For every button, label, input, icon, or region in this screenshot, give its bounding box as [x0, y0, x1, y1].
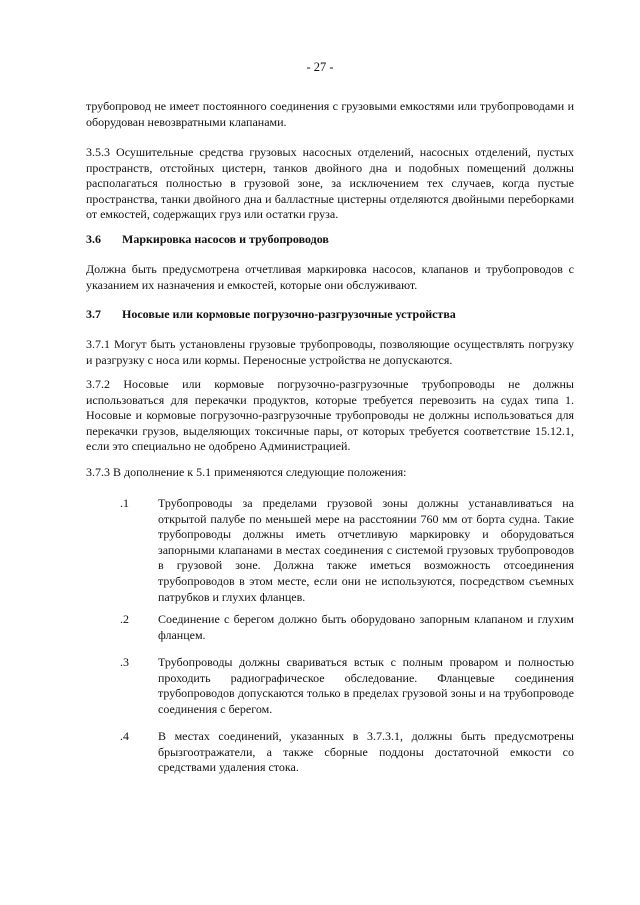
list-item-text: Трубопроводы за пределами грузовой зоны должны устанавливаться на открытой палубе по меньшей мере на расстоянии 760 мм от борта судна. Такие трубопроводы должны иметь отчетливую маркировку и оборудоваться запорными клапанами в местах соединения с системой грузовых трубопроводов в грузовой зоне. Должна также иметься возможность отсоединения трубопроводов в этом месте, если они не используются, посредством съемных патрубков и глухих фланцев.	[158, 496, 574, 604]
list-item-number: .4	[120, 729, 129, 743]
list-item-text: Трубопроводы должны свариваться встык с полным проваром и полностью проходить радиографическое обследование. Фланцевые соединения трубопроводов допускаются только в пределах грузовой зоны и на трубопроводе соединения с берегом.	[158, 655, 574, 716]
heading-number: 3.7	[86, 307, 101, 321]
page-number: - 27 -	[306, 60, 334, 74]
paragraph-3-7-2: 3.7.2 Носовые или кормовые погрузочно-разгрузочные трубопроводы не должны использоваться для перекачки продуктов, которые требуется перевозить на судах типа 1. Носовые и кормовые погрузочно-разгрузочные трубопроводы не должны использоваться для перекачки грузов, выделяющих токсичные пары, от которых требуется соответствие 15.12.1, если это специально не одобрено Администрацией.	[86, 377, 574, 454]
list-item-number: .1	[120, 496, 129, 510]
paragraph-3-7-1: 3.7.1 Могут быть установлены грузовые трубопроводы, позволяющие осуществлять погрузку и разгрузку с носа или кормы. Переносные устройства не допускаются.	[86, 337, 574, 367]
heading-3-7	[86, 307, 456, 322]
paragraph-continuation: трубопровод не имеет постоянного соединения с грузовыми емкостями или трубопроводами и оборудован невозвратными клапанами.	[86, 99, 574, 129]
list-item-number: .3	[120, 655, 129, 669]
paragraph-3-7-3: 3.7.3 В дополнение к 5.1 применяются следующие положения:	[86, 465, 407, 479]
paragraph-3-6: Должна быть предусмотрена отчетливая маркировка насосов, клапанов и трубопроводов с указанием их назначения и емкостей, которые они обслуживают.	[86, 262, 574, 292]
paragraph-3-5-3: 3.5.3 Осушительные средства грузовых насосных отделений, насосных отделений, пустых пространств, отстойных цистерн, танков двойного дна и подобных помещений должны располагаться полностью в грузовой зоне, за исключением тех случаев, когда пустые пространства, танки двойного дна и балластные цистерны отделяются двойными переборками от емкостей, содержащих груз или остатки груза.	[86, 145, 574, 222]
list-item-text: Соединение с берегом должно быть оборудовано запорным клапаном и глухим фланцем.	[158, 612, 574, 642]
list-item-number: .2	[120, 612, 129, 626]
heading-title: Носовые или кормовые погрузочно-разгрузочные устройства	[122, 307, 456, 321]
heading-3-6	[86, 232, 329, 247]
list-item-text: В местах соединений, указанных в 3.7.3.1, должны быть предусмотрены брызгоотражатели, а также сборные поддоны достаточной емкости со средствами удаления стока.	[158, 729, 574, 775]
heading-title: Маркировка насосов и трубопроводов	[122, 232, 329, 246]
heading-number: 3.6	[86, 232, 101, 246]
